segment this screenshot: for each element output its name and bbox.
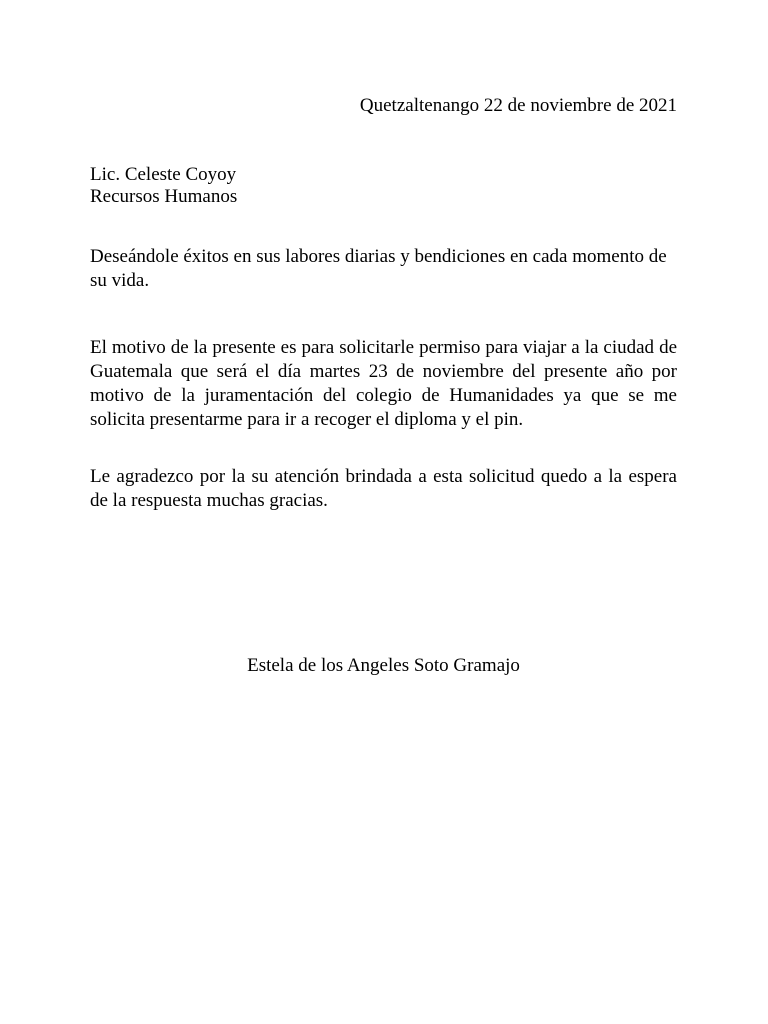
recipient-name: Lic. Celeste Coyoy [90, 164, 237, 185]
thanks-paragraph: Le agradezco por la su atención brindada a esta solicitud quedo a la espera de la respuesta muchas gracias. [90, 466, 677, 511]
recipient-department: Recursos Humanos [90, 186, 238, 207]
letter-date: Quetzaltenango 22 de noviembre de 2021 [359, 95, 677, 116]
recipient-block [90, 164, 677, 208]
signature-name: Estela de los Angeles Soto Gramajo [247, 655, 520, 676]
request-paragraph: El motivo de la presente es para solicitarle permiso para viajar a la ciudad de Guatemala que será el día martes 23 de noviembre del presente año por motivo de la juramentación del colegio de Humanidades ya que se me solicita presentarme para ir a recoger el diploma y el pin. [90, 337, 677, 430]
greeting-paragraph: Deseándole éxitos en sus labores diarias y bendiciones en cada momento de su vida. [90, 246, 667, 291]
